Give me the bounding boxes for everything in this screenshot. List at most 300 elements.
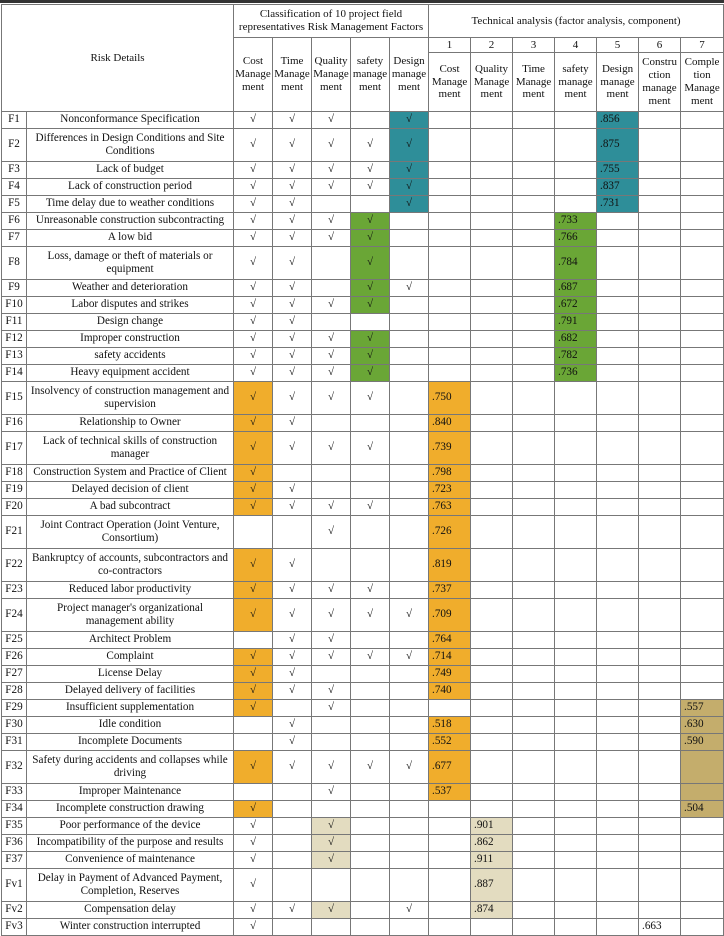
factor-loading [513,482,555,499]
factor-loading [681,196,724,213]
factor-loading [513,280,555,297]
table-row [2,348,724,365]
factor-loading [429,314,471,331]
risk-id: F22 [2,549,27,582]
classification-check [390,432,429,465]
check-mark-icon: √ [249,231,257,244]
classification-check [273,196,312,213]
classification-check [390,683,429,700]
classification-check [312,599,351,632]
risk-detail: Time delay due to weather conditions [27,196,234,213]
check-mark-icon: √ [249,466,257,479]
classification-check [312,297,351,314]
risk-id: F4 [2,179,27,196]
check-mark-icon: √ [288,441,296,454]
factor-loading [471,516,513,549]
check-mark-icon: √ [327,819,335,832]
factor-loading: .682 [555,331,597,348]
check-mark-icon: √ [366,608,374,621]
factor-loading: .740 [429,683,471,700]
check-mark-icon: √ [249,214,257,227]
classification-check [351,162,390,179]
factor-loading [471,213,513,230]
factor-loading [597,297,639,314]
factor-loading [513,801,555,818]
factor-loading [471,297,513,314]
check-mark-icon: √ [366,441,374,454]
risk-id: F23 [2,582,27,599]
classification-check [234,162,273,179]
risk-id: Fv3 [2,919,27,936]
risk-id: F1 [2,112,27,129]
check-mark-icon: √ [288,281,296,294]
factor-loading [597,516,639,549]
classification-check [351,666,390,683]
factor-loading [513,129,555,162]
check-mark-icon: √ [249,667,257,680]
check-mark-icon: √ [249,819,257,832]
classification-check [234,415,273,432]
factor-loading [597,213,639,230]
risk-id: Fv1 [2,869,27,902]
classification-check [234,499,273,516]
check-mark-icon: √ [288,231,296,244]
check-mark-icon: √ [249,608,257,621]
classification-check [234,112,273,129]
factor-loading [471,499,513,516]
classification-check [234,365,273,382]
check-mark-icon: √ [366,349,374,362]
factor-loading [513,869,555,902]
risk-detail: Joint Contract Operation (Joint Venture, Consortium) [27,516,234,549]
check-mark-icon: √ [327,441,335,454]
classification-check [390,331,429,348]
check-mark-icon: √ [288,349,296,362]
check-mark-icon: √ [249,180,257,193]
factor-loading [429,247,471,280]
table-row [2,314,724,331]
classification-check [273,348,312,365]
classification-check [390,801,429,818]
factor-loading [639,280,681,297]
classification-check [273,649,312,666]
factor-loading [513,666,555,683]
check-mark-icon: √ [249,583,257,596]
classification-check [273,734,312,751]
factor-loading [639,801,681,818]
classification-check [390,717,429,734]
classification-check [234,516,273,549]
factor-loading [639,314,681,331]
classification-check [351,482,390,499]
factor-loading [555,129,597,162]
factor-loading [639,129,681,162]
risk-detail: Incomplete construction drawing [27,801,234,818]
classification-check [234,902,273,919]
classification-check [351,112,390,129]
classification-check [390,382,429,415]
classification-check [312,432,351,465]
check-mark-icon: √ [288,735,296,748]
factor-loading [429,331,471,348]
factor-loading [681,280,724,297]
factor-loading [639,717,681,734]
table-row [2,432,724,465]
factor-loading [597,666,639,683]
factor-loading [429,818,471,835]
factor-loading: .750 [429,382,471,415]
factor-loading: .736 [555,365,597,382]
table-row [2,717,724,734]
classification-check [351,348,390,365]
classification-check [312,700,351,717]
factor-loading: .911 [471,852,513,869]
risk-id: F9 [2,280,27,297]
factor-loading: .731 [597,196,639,213]
classification-check [390,734,429,751]
table-row [2,599,724,632]
factor-loading: .677 [429,751,471,784]
factor-loading [555,902,597,919]
factor-loading: .714 [429,649,471,666]
factor-loading: .840 [429,415,471,432]
factor-loading [471,432,513,465]
classification-check [273,280,312,297]
factor-loading: .875 [597,129,639,162]
check-mark-icon: √ [288,633,296,646]
factor-loading [681,835,724,852]
factor-loading [471,632,513,649]
factor-loading [597,348,639,365]
factor-loading [471,112,513,129]
classification-check [351,213,390,230]
check-mark-icon: √ [327,231,335,244]
table-row [2,835,724,852]
risk-id: F10 [2,297,27,314]
classification-check [312,196,351,213]
factor-loading [513,112,555,129]
classification-check [351,919,390,936]
risk-detail: Differences in Design Conditions and Site Conditions [27,129,234,162]
check-mark-icon: √ [288,500,296,513]
factor-loading [639,852,681,869]
factor-loading [639,482,681,499]
check-mark-icon: √ [405,163,413,176]
factor-loading [471,382,513,415]
factor-loading: .726 [429,516,471,549]
classification-check [273,818,312,835]
classification-check [312,869,351,902]
factor-loading [681,649,724,666]
factor-loading [513,415,555,432]
table-row [2,415,724,432]
factor-loading [555,919,597,936]
factor-loading: .755 [597,162,639,179]
check-mark-icon: √ [249,500,257,513]
classification-check [312,751,351,784]
check-mark-icon: √ [249,701,257,714]
classification-check [390,348,429,365]
check-mark-icon: √ [327,583,335,596]
classification-check [390,599,429,632]
factor-loading [555,734,597,751]
factor-loading [513,902,555,919]
risk-detail: Winter construction interrupted [27,919,234,936]
factor-loading [513,213,555,230]
factor-loading: .837 [597,179,639,196]
classification-check [234,818,273,835]
risk-detail: Idle condition [27,717,234,734]
check-mark-icon: √ [249,332,257,345]
risk-id: F2 [2,129,27,162]
classification-check [234,632,273,649]
table-row [2,247,724,280]
factor-loading [429,835,471,852]
factor-loading [639,499,681,516]
check-mark-icon: √ [288,298,296,311]
factor-loading [597,465,639,482]
table-row [2,482,724,499]
factor-loading [681,179,724,196]
factor-loading [597,801,639,818]
classification-check [312,632,351,649]
factor-loading [513,818,555,835]
check-mark-icon: √ [249,802,257,815]
table-header [2,5,724,112]
check-mark-icon: √ [405,760,413,773]
check-mark-icon: √ [249,298,257,311]
risk-id: F33 [2,784,27,801]
classification-check [390,314,429,331]
risk-detail: Nonconformance Specification [27,112,234,129]
factor-loading [681,314,724,331]
check-mark-icon: √ [249,441,257,454]
classification-check [234,382,273,415]
check-mark-icon: √ [327,701,335,714]
classification-check [273,415,312,432]
classification-check [312,902,351,919]
factor-loading [471,649,513,666]
factor-loading [597,582,639,599]
classification-check [312,801,351,818]
risk-id: F24 [2,599,27,632]
classification-check [273,582,312,599]
factor-loading [597,499,639,516]
table-row [2,683,724,700]
classification-check [351,516,390,549]
classification-check [234,297,273,314]
factor-loading [471,365,513,382]
check-mark-icon: √ [288,163,296,176]
risk-id: F25 [2,632,27,649]
classification-check [273,549,312,582]
risk-id: F36 [2,835,27,852]
factor-loading [471,683,513,700]
tech-col-header: Quality Manage ment [471,53,513,112]
classification-check [390,415,429,432]
factor-loading: .557 [681,700,724,717]
classification-check [312,230,351,247]
risk-id: Fv2 [2,902,27,919]
factor-loading [597,230,639,247]
risk-detail: Design change [27,314,234,331]
factor-loading [429,129,471,162]
classification-check [273,179,312,196]
check-mark-icon: √ [405,197,413,210]
check-mark-icon: √ [249,163,257,176]
classification-check [234,784,273,801]
risk-detail: Complaint [27,649,234,666]
table-row [2,365,724,382]
check-mark-icon: √ [288,138,296,151]
check-mark-icon: √ [366,298,374,311]
classification-check [351,331,390,348]
factor-loading [681,331,724,348]
factor-loading [597,549,639,582]
risk-id: F5 [2,196,27,213]
risk-id: F6 [2,213,27,230]
classification-check [390,230,429,247]
factor-loading [597,280,639,297]
factor-loading: .590 [681,734,724,751]
risk-detail: Safety during accidents and collapses while driving [27,751,234,784]
classification-check [390,179,429,196]
table-row [2,869,724,902]
factor-loading [429,852,471,869]
risk-detail: Poor performance of the device [27,818,234,835]
classification-check [390,666,429,683]
factor-loading [597,683,639,700]
table-row [2,902,724,919]
classification-check [390,465,429,482]
check-mark-icon: √ [327,500,335,513]
risk-detail: Reduced labor productivity [27,582,234,599]
tech-number-header: 1 [429,38,471,53]
table-row [2,632,724,649]
factor-loading [555,549,597,582]
factor-loading [681,869,724,902]
classification-check [351,717,390,734]
tech-number-header: 3 [513,38,555,53]
table-row [2,331,724,348]
factor-loading [555,499,597,516]
check-mark-icon: √ [249,256,257,269]
check-mark-icon: √ [327,298,335,311]
factor-loading [681,465,724,482]
classification-check [351,297,390,314]
classification-check [234,247,273,280]
factor-loading [681,382,724,415]
classification-check [312,247,351,280]
factor-loading [639,230,681,247]
risk-detail: safety accidents [27,348,234,365]
table-row [2,129,724,162]
factor-loading: .737 [429,582,471,599]
factor-loading [471,784,513,801]
risk-detail: Improper Maintenance [27,784,234,801]
factor-loading [471,666,513,683]
classification-check [273,632,312,649]
classification-check [234,919,273,936]
table-row [2,162,724,179]
factor-loading [555,162,597,179]
table-row [2,919,724,936]
factor-loading [471,582,513,599]
classification-check [312,835,351,852]
factor-loading [681,213,724,230]
check-mark-icon: √ [366,650,374,663]
classification-check [273,129,312,162]
classification-check [351,415,390,432]
risk-detail: Improper construction [27,331,234,348]
tech-col-header: Time Manage ment [513,53,555,112]
factor-loading [681,751,724,784]
factor-loading [555,717,597,734]
check-mark-icon: √ [249,281,257,294]
classification-check [234,331,273,348]
classification-check [351,801,390,818]
factor-loading [639,196,681,213]
check-mark-icon: √ [327,349,335,362]
classification-check [312,818,351,835]
factor-loading: .504 [681,801,724,818]
factor-loading: .687 [555,280,597,297]
classification-check [273,516,312,549]
classification-check [312,582,351,599]
factor-loading [555,700,597,717]
risk-detail: Heavy equipment accident [27,365,234,382]
classification-check [234,230,273,247]
risk-id: F3 [2,162,27,179]
table-row [2,516,724,549]
class-col-header: Quality Manage ment [312,38,351,112]
factor-loading [597,852,639,869]
table-row [2,734,724,751]
factor-loading [429,365,471,382]
check-mark-icon: √ [288,718,296,731]
factor-loading [513,348,555,365]
classification-check [234,179,273,196]
risk-id: F19 [2,482,27,499]
risk-detail: Loss, damage or theft of materials or equipment [27,247,234,280]
risk-detail: Lack of construction period [27,179,234,196]
factor-loading [639,869,681,902]
classification-header: Classification of 10 project field representatives Risk Management Factors [234,5,429,38]
classification-check [234,129,273,162]
factor-loading [639,516,681,549]
classification-check [234,465,273,482]
factor-loading [513,432,555,465]
classification-check [273,666,312,683]
factor-loading [555,382,597,415]
factor-loading [681,549,724,582]
classification-check [234,582,273,599]
classification-check [234,734,273,751]
check-mark-icon: √ [366,391,374,404]
classification-check [351,683,390,700]
factor-loading [471,717,513,734]
factor-loading [639,683,681,700]
classification-check [390,280,429,297]
factor-loading: .733 [555,213,597,230]
risk-detail: Delayed delivery of facilities [27,683,234,700]
risk-detail: Labor disputes and strikes [27,297,234,314]
check-mark-icon: √ [405,650,413,663]
table-row [2,196,724,213]
factor-loading: .819 [429,549,471,582]
tech-number-header: 7 [681,38,724,53]
factor-loading [681,599,724,632]
